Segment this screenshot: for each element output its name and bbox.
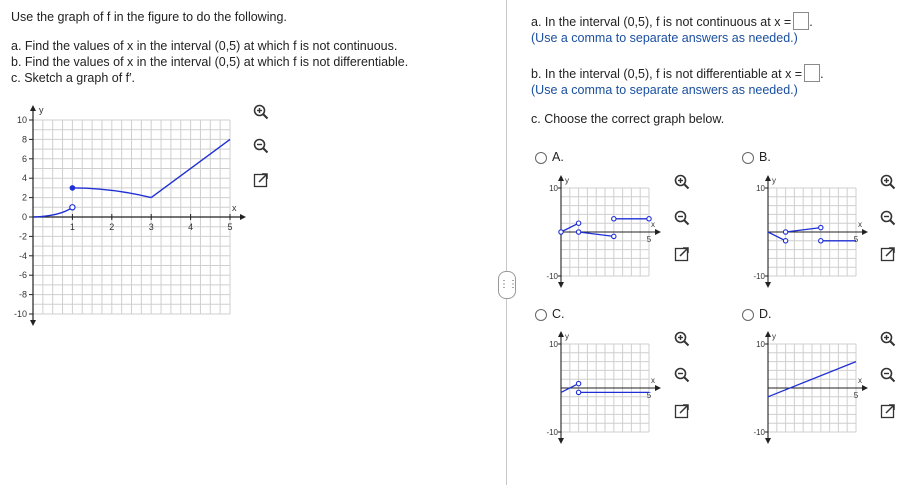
option-a-radio[interactable] xyxy=(535,152,547,164)
open-point xyxy=(576,381,580,385)
zoom-in-icon[interactable] xyxy=(674,331,690,347)
part-a-text: a. Find the values of x in the interval (0,5) at which f is not continuous. xyxy=(11,39,398,53)
expand-icon[interactable] xyxy=(674,246,690,262)
y-axis-arrow-up xyxy=(558,331,564,337)
instruction-text: Use the graph of f in the figure to do the following. xyxy=(11,10,287,24)
y-axis-arrow-up xyxy=(765,175,771,181)
y-axis-label: y xyxy=(565,332,569,341)
zoom-out-icon[interactable] xyxy=(674,210,690,226)
x-tick-label: 1 xyxy=(69,222,75,232)
question-b-hint: (Use a comma to separate answers as needed.) xyxy=(531,83,798,97)
x-axis-label: x xyxy=(858,376,862,385)
x-axis-arrow xyxy=(240,214,246,220)
y-axis-label: y xyxy=(39,105,44,115)
y-tick-label-top: 10 xyxy=(756,340,765,349)
question-a-text: a. In the interval (0,5), f is not continuous at x = xyxy=(531,15,792,29)
y-tick-label: -6 xyxy=(18,270,27,281)
x-axis-arrow xyxy=(655,385,661,391)
open-point xyxy=(783,239,787,243)
open-point xyxy=(612,217,616,221)
y-tick-label-top: 10 xyxy=(549,184,558,193)
expand-icon[interactable] xyxy=(253,172,269,188)
question-a-hint: (Use a comma to separate answers as needed.) xyxy=(531,31,798,45)
open-point xyxy=(70,205,75,210)
y-axis-arrow-down xyxy=(558,282,564,288)
option-a-graph[interactable] xyxy=(532,172,662,290)
y-axis-arrow-down xyxy=(765,438,771,444)
option-b-radio[interactable] xyxy=(742,152,754,164)
open-point xyxy=(576,230,580,234)
y-tick-label-bottom: -10 xyxy=(753,428,765,437)
question-a: a. In the interval (0,5), f is not continuous at x = . xyxy=(531,12,813,30)
part-b-text: b. Find the values of x in the interval (0,5) at which f is not differentiable. xyxy=(11,55,409,69)
x-axis-label: x xyxy=(651,220,655,229)
option-c-radio[interactable] xyxy=(535,309,547,321)
y-tick-label: 2 xyxy=(21,192,27,203)
option-c-graph[interactable] xyxy=(532,328,662,446)
y-axis-arrow-down xyxy=(558,438,564,444)
y-tick-label: -2 xyxy=(18,231,27,242)
y-tick-label-top: 10 xyxy=(549,340,558,349)
zoom-out-icon[interactable] xyxy=(880,367,896,383)
zoom-out-icon[interactable] xyxy=(880,210,896,226)
x-tick-label: 4 xyxy=(188,222,194,232)
open-point xyxy=(819,225,823,229)
y-tick-label: 10 xyxy=(16,115,27,125)
closed-point xyxy=(70,185,76,191)
y-tick-label: -10 xyxy=(13,309,27,319)
zoom-out-icon[interactable] xyxy=(674,367,690,383)
open-point xyxy=(783,230,787,234)
x-tick-label: 5 xyxy=(646,235,652,244)
option-c-label[interactable]: C. xyxy=(552,307,565,321)
open-point xyxy=(612,234,616,238)
y-axis-arrow-up xyxy=(30,105,36,111)
open-point xyxy=(576,390,580,394)
y-axis-arrow-down xyxy=(30,320,36,326)
zoom-in-icon[interactable] xyxy=(880,331,896,347)
option-b-graph[interactable] xyxy=(739,172,869,290)
y-axis-label: y xyxy=(565,176,569,185)
y-tick-label: 0 xyxy=(21,212,27,222)
y-axis-label: y xyxy=(772,332,776,341)
panel-divider[interactable] xyxy=(506,0,507,485)
y-tick-label: 4 xyxy=(21,173,27,184)
question-b-text: b. In the interval (0,5), f is not differentiable at x = xyxy=(531,67,803,81)
open-point xyxy=(559,230,563,234)
y-tick-label: -8 xyxy=(18,289,27,300)
expand-icon[interactable] xyxy=(674,403,690,419)
y-tick-label-top: 10 xyxy=(756,184,765,193)
x-tick-label: 5 xyxy=(853,391,859,400)
zoom-in-icon[interactable] xyxy=(253,104,269,120)
zoom-in-icon[interactable] xyxy=(674,174,690,190)
y-tick-label-bottom: -10 xyxy=(546,428,558,437)
x-axis-label: x xyxy=(651,376,655,385)
x-tick-label: 5 xyxy=(646,391,652,400)
zoom-out-icon[interactable] xyxy=(253,138,269,154)
question-c-text: c. Choose the correct graph below. xyxy=(531,112,725,126)
expand-icon[interactable] xyxy=(880,403,896,419)
x-axis-label: x xyxy=(858,220,862,229)
y-tick-label: 6 xyxy=(21,153,27,164)
expand-icon[interactable] xyxy=(880,246,896,262)
open-point xyxy=(647,217,651,221)
x-axis-arrow xyxy=(655,229,661,235)
option-d-label[interactable]: D. xyxy=(759,307,772,321)
answer-b-input[interactable] xyxy=(804,64,820,82)
y-tick-label-bottom: -10 xyxy=(753,272,765,281)
main-graph xyxy=(0,100,250,345)
x-tick-label: 5 xyxy=(227,222,233,232)
y-axis-arrow-up xyxy=(765,331,771,337)
option-a-label[interactable]: A. xyxy=(552,150,564,164)
zoom-in-icon[interactable] xyxy=(880,174,896,190)
y-tick-label: -4 xyxy=(18,250,27,261)
answer-a-input[interactable] xyxy=(793,12,809,30)
open-point xyxy=(819,239,823,243)
part-c-text: c. Sketch a graph of f′. xyxy=(11,71,135,85)
open-point xyxy=(576,221,580,225)
x-axis-arrow xyxy=(862,229,868,235)
y-axis-label: y xyxy=(772,176,776,185)
x-axis-arrow xyxy=(862,385,868,391)
option-d-radio[interactable] xyxy=(742,309,754,321)
divider-handle[interactable]: ⋮⋮ xyxy=(498,271,516,299)
x-tick-label: 5 xyxy=(853,235,859,244)
x-axis-label: x xyxy=(232,203,237,213)
y-tick-label-bottom: -10 xyxy=(546,272,558,281)
x-tick-label: 2 xyxy=(109,222,115,232)
y-tick-label: 8 xyxy=(21,134,27,145)
y-axis-arrow-down xyxy=(765,282,771,288)
option-d-graph[interactable] xyxy=(739,328,869,446)
y-axis-arrow-up xyxy=(558,175,564,181)
question-b: b. In the interval (0,5), f is not differentiable at x = . xyxy=(531,64,824,82)
option-b-label[interactable]: B. xyxy=(759,150,771,164)
x-tick-label: 3 xyxy=(148,222,154,232)
